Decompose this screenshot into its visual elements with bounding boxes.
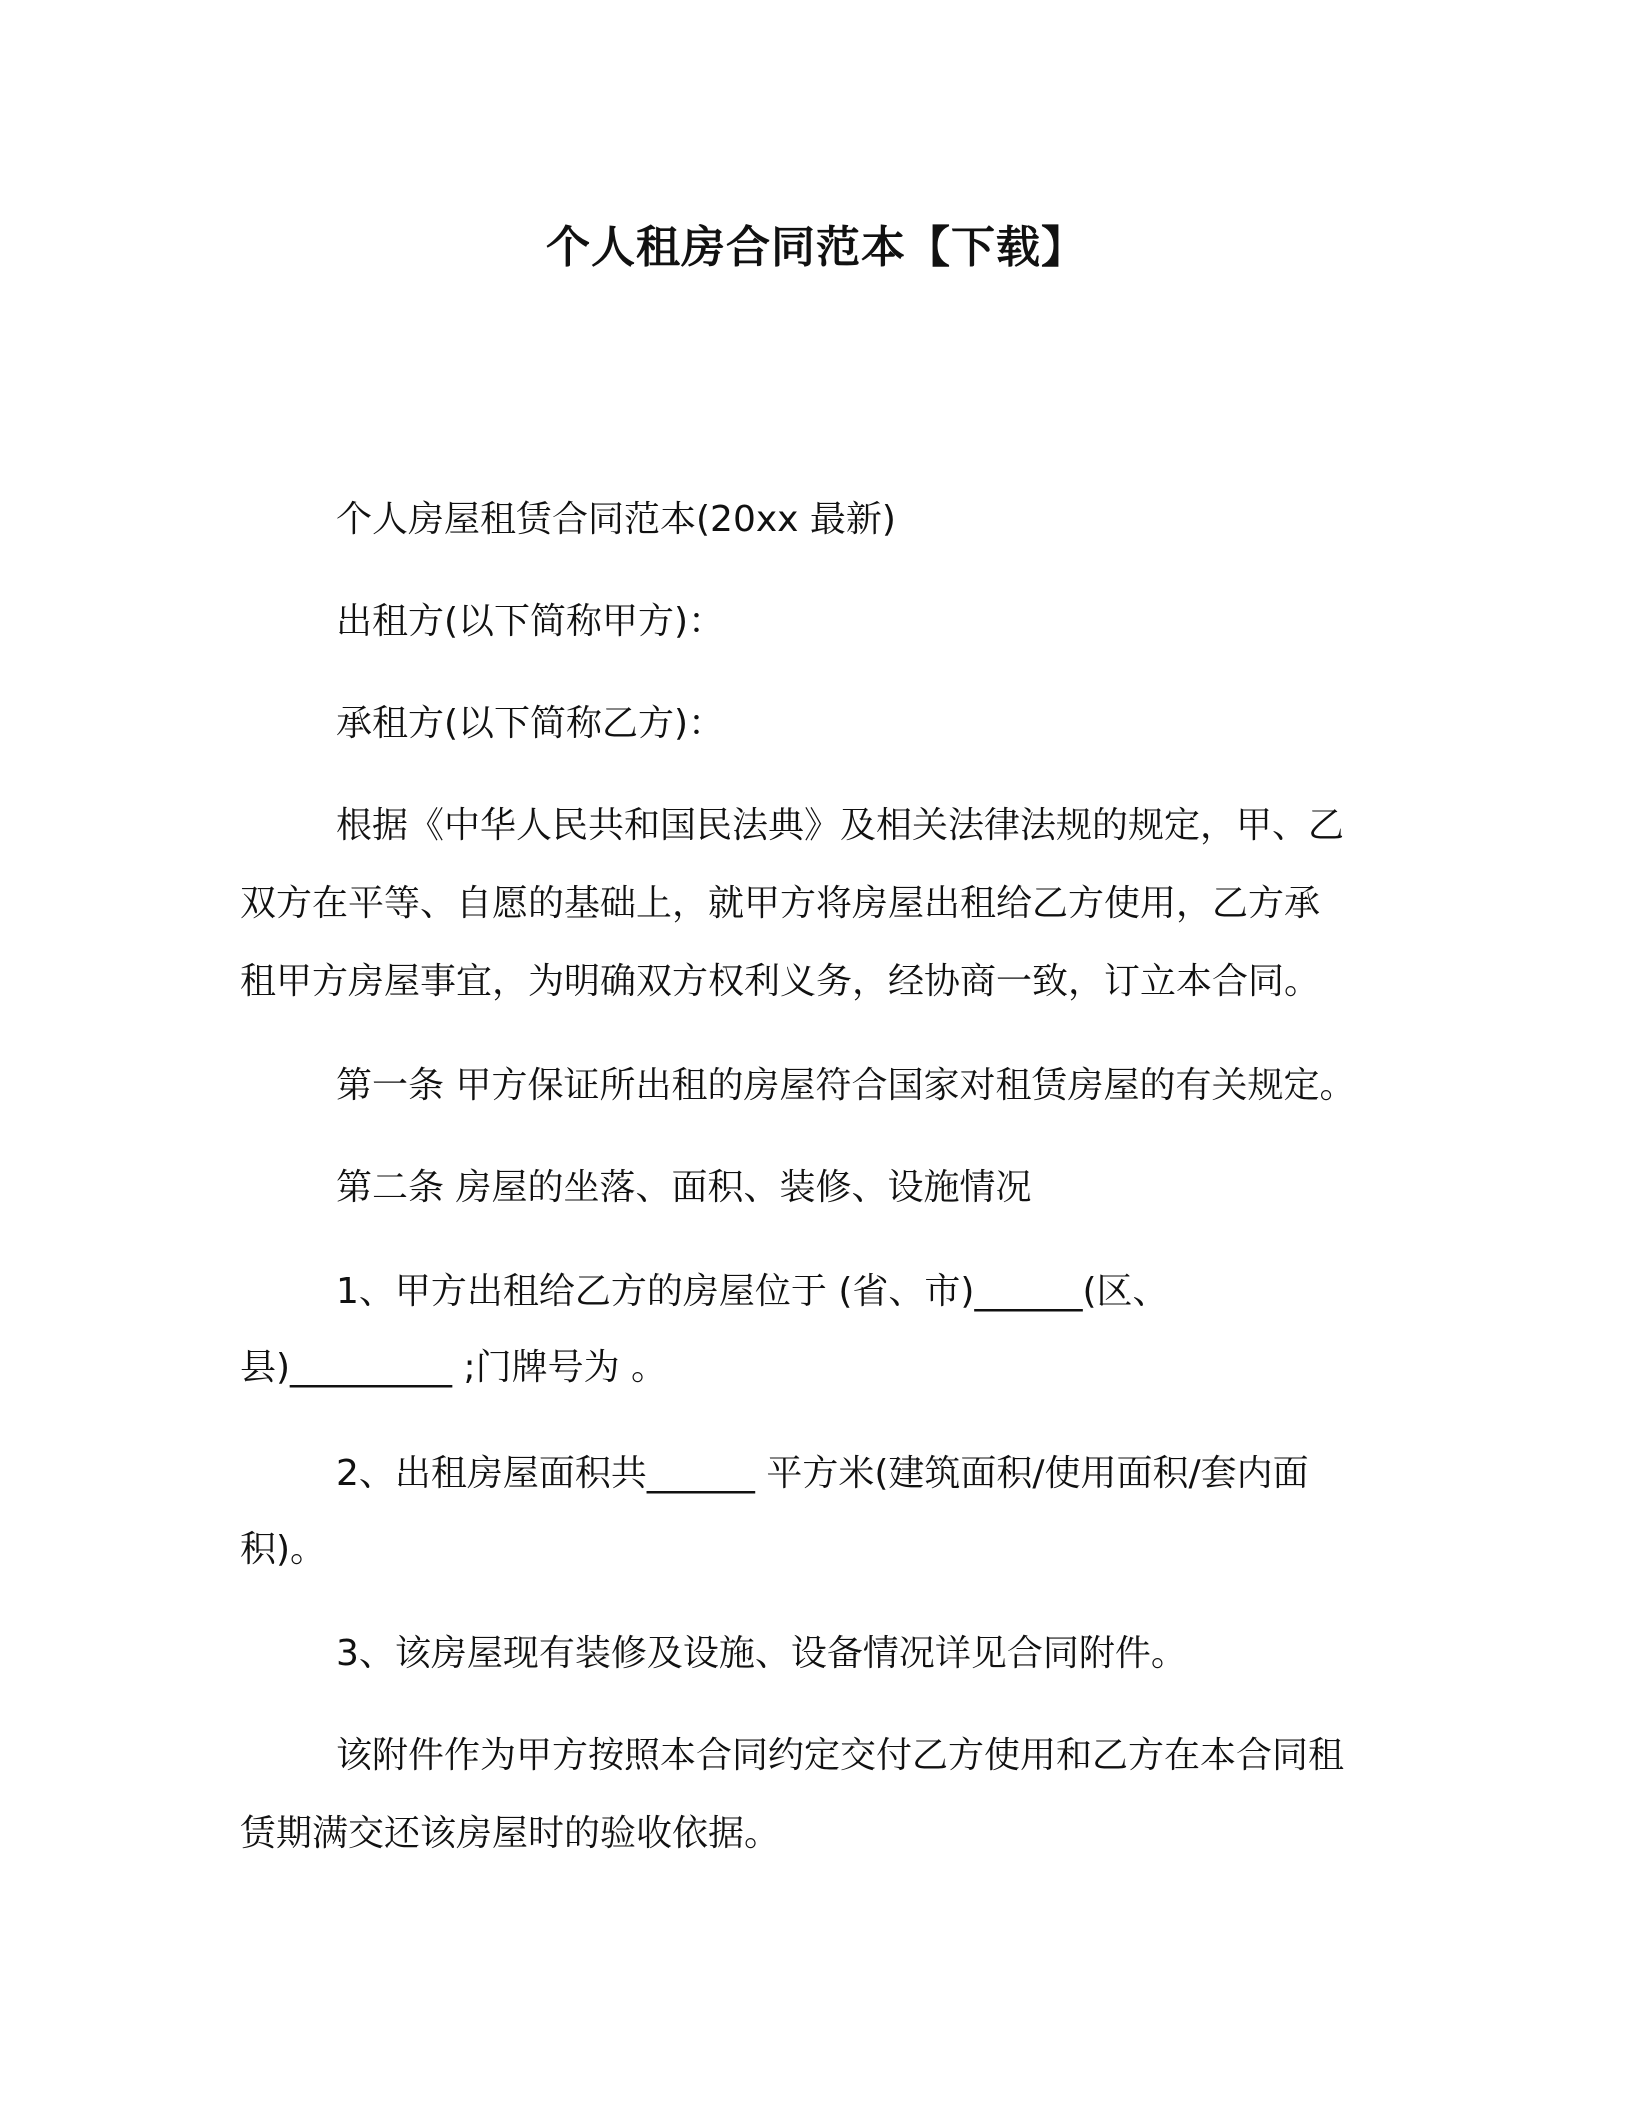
clause-2-line-2: 积)。 bbox=[240, 1529, 327, 1570]
article-1: 第一条 甲方保证所出租的房屋符合国家对租赁房屋的有关规定。 bbox=[336, 1065, 1356, 1106]
contract-subtitle: 个人房屋租赁合同范本(20xx 最新) bbox=[336, 499, 896, 540]
lessee-line: 承租方(以下简称乙方)： bbox=[336, 703, 725, 744]
preamble-line-2: 双方在平等、自愿的基础上，就甲方将房屋出租给乙方使用，乙方承 bbox=[240, 883, 1321, 924]
preamble-line-3: 租甲方房屋事宜，为明确双方权利义务，经协商一致，订立本合同。 bbox=[240, 961, 1321, 1002]
attachment-line-2: 赁期满交还该房屋时的验收依据。 bbox=[240, 1813, 781, 1854]
clause-3: 3、该房屋现有装修及设施、设备情况详见合同附件。 bbox=[336, 1633, 1187, 1674]
document-title: 个人租房合同范本【下载】 bbox=[546, 222, 1086, 273]
article-2-heading: 第二条 房屋的坐落、面积、装修、设施情况 bbox=[336, 1167, 1032, 1208]
preamble-line-1: 根据《中华人民共和国民法典》及相关法律法规的规定，甲、乙 bbox=[336, 805, 1345, 846]
clause-1-line-1: 1、甲方出租给乙方的房屋位于 (省、市)______(区、 bbox=[336, 1271, 1169, 1312]
attachment-line-1: 该附件作为甲方按照本合同约定交付乙方使用和乙方在本合同租 bbox=[336, 1735, 1345, 1776]
lessor-line: 出租方(以下简称甲方)： bbox=[336, 601, 725, 642]
clause-1-line-2: 县)_________ ;门牌号为 。 bbox=[240, 1347, 668, 1388]
clause-2-line-1: 2、出租房屋面积共______ 平方米(建筑面积/使用面积/套内面 bbox=[336, 1453, 1309, 1494]
